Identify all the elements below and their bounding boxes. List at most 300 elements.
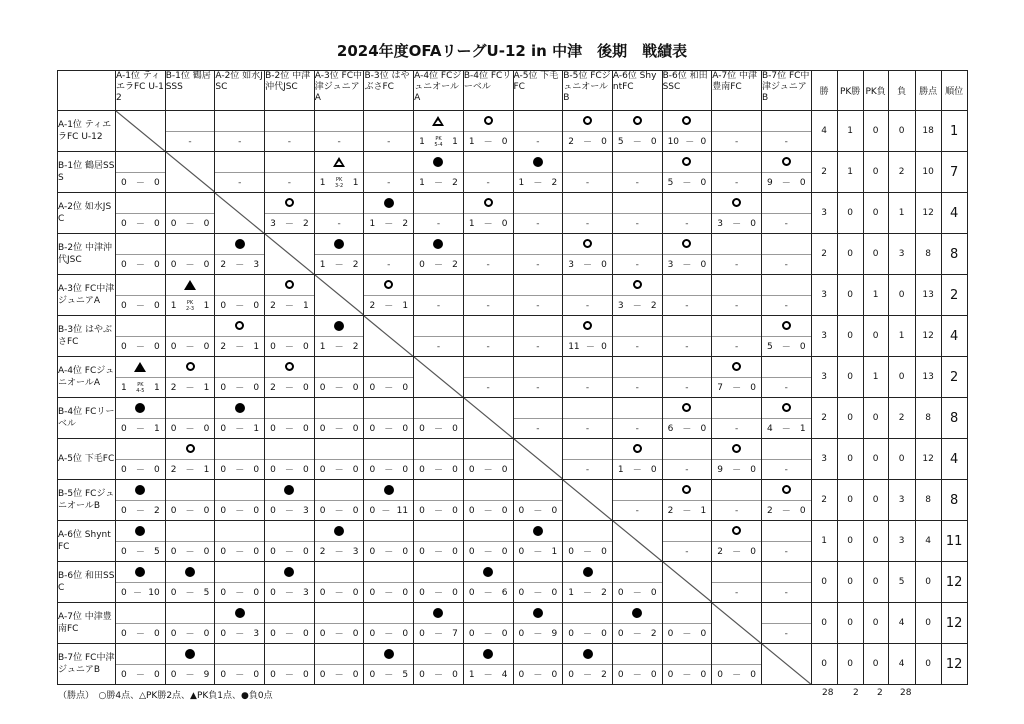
score <box>663 254 712 274</box>
no-match-dash: - <box>784 587 788 598</box>
stat-rank: 11 <box>941 521 967 562</box>
loss-filled-circle-icon <box>583 567 593 577</box>
win-circle-icon <box>186 444 195 453</box>
column-header-team: A-1位 ティエラFC U-12 <box>116 71 166 111</box>
no-match-dash: - <box>486 341 490 352</box>
home-score: 0 <box>220 587 227 598</box>
score-separator: － <box>235 302 245 312</box>
score <box>464 541 513 561</box>
result-symbol <box>414 521 463 540</box>
score <box>712 213 761 233</box>
match-cell <box>364 562 414 603</box>
away-score: 1 <box>203 300 210 311</box>
result-symbol <box>166 603 215 622</box>
win-circle-icon <box>583 116 592 125</box>
match-cell <box>215 521 265 562</box>
away-score: 2 <box>650 300 657 311</box>
result-symbol <box>712 480 761 499</box>
score-separator: － <box>433 261 443 271</box>
away-score: 6 <box>501 587 508 598</box>
score <box>464 500 513 520</box>
no-match-dash: - <box>635 505 639 516</box>
stat-pts: 12 <box>915 193 941 234</box>
home-score: 3 <box>717 218 723 229</box>
result-symbol <box>663 357 712 376</box>
home-score: 0 <box>270 587 276 598</box>
win-circle-icon <box>782 157 791 166</box>
home-score: 0 <box>170 669 177 680</box>
away-score: 3 <box>253 628 260 639</box>
home-score: 0 <box>369 505 376 516</box>
total-wins: 28 <box>822 688 834 698</box>
home-score: 0 <box>270 505 276 516</box>
match-cell <box>414 439 464 480</box>
match-cell <box>612 562 662 603</box>
score <box>116 623 165 643</box>
result-symbol <box>762 357 811 376</box>
match-cell <box>662 439 712 480</box>
stat-rank: 4 <box>941 316 967 357</box>
score-separator: － <box>433 179 443 189</box>
no-match-dash: - <box>436 341 441 352</box>
match-cell <box>165 234 215 275</box>
score <box>166 295 215 315</box>
away-score: 0 <box>601 341 607 352</box>
row-team-name: A-2位 如水JSC <box>58 193 116 234</box>
result-symbol <box>762 562 811 581</box>
home-score: 0 <box>270 464 276 475</box>
diagonal-line-icon <box>364 316 413 356</box>
away-score: 0 <box>452 423 458 434</box>
win-circle-icon <box>186 362 195 371</box>
match-cell <box>662 234 712 275</box>
match-cell <box>463 316 513 357</box>
result-symbol <box>364 480 413 499</box>
away-score: 0 <box>303 669 309 680</box>
score <box>663 377 712 397</box>
result-symbol <box>215 439 264 458</box>
no-match-dash: - <box>734 505 739 516</box>
table-row <box>58 521 968 562</box>
pk-result <box>434 136 442 148</box>
match-cell <box>215 603 265 644</box>
row-team-name: A-3位 FC中津ジュニアA <box>58 275 116 316</box>
result-symbol <box>464 439 513 458</box>
away-score: 0 <box>750 669 756 680</box>
column-header-stat: 勝 <box>811 71 837 111</box>
no-match-dash: - <box>536 423 540 434</box>
away-score: 0 <box>352 464 359 475</box>
score-separator: － <box>632 138 642 148</box>
score <box>414 213 463 233</box>
stat-pkl: 0 <box>863 111 888 152</box>
win-circle-icon <box>235 321 244 330</box>
table-row <box>58 234 968 275</box>
stat-w: 4 <box>811 111 837 152</box>
result-symbol <box>762 152 811 171</box>
table-row <box>58 152 968 193</box>
score <box>762 623 811 643</box>
win-circle-icon <box>285 198 294 207</box>
column-header-team: B-4位 FCリーベル <box>463 71 513 111</box>
score <box>265 213 314 233</box>
result-symbol <box>762 193 811 212</box>
loss-filled-circle-icon <box>533 157 543 167</box>
loss-filled-circle-icon <box>284 567 294 577</box>
match-cell <box>314 521 364 562</box>
score <box>265 172 314 192</box>
result-symbol <box>265 275 314 294</box>
total-losses: 28 <box>900 688 912 698</box>
score-separator: － <box>135 507 145 517</box>
away-score: 2 <box>452 177 458 188</box>
home-score: 0 <box>419 423 425 434</box>
stat-pts: 0 <box>915 644 941 685</box>
result-symbol <box>315 439 364 458</box>
match-cell <box>215 316 265 357</box>
away-score: 0 <box>402 464 409 475</box>
away-score: 0 <box>303 382 309 393</box>
home-score: 1 <box>518 177 525 188</box>
result-symbol <box>712 111 761 130</box>
match-cell <box>662 357 712 398</box>
no-match-dash: - <box>387 136 391 147</box>
pk-label: PK <box>137 381 144 388</box>
loss-filled-circle-icon <box>433 157 443 167</box>
match-cell <box>563 644 613 685</box>
result-symbol <box>265 644 314 663</box>
score <box>414 254 463 274</box>
pk-score: 2-3 <box>185 305 195 312</box>
home-score: 0 <box>319 382 326 393</box>
match-cell <box>513 316 563 357</box>
score <box>663 336 712 356</box>
score-separator: － <box>433 671 443 681</box>
no-match-dash: - <box>287 136 292 147</box>
home-score: 9 <box>717 464 723 475</box>
result-symbol <box>613 357 662 376</box>
score <box>712 254 761 274</box>
away-score: 5 <box>153 546 160 557</box>
score-separator: － <box>334 384 344 394</box>
home-score: 0 <box>667 669 674 680</box>
score-separator: － <box>135 179 145 189</box>
result-symbol <box>215 275 264 294</box>
stat-pkl: 0 <box>863 521 888 562</box>
score <box>166 541 215 561</box>
score <box>364 295 413 315</box>
result-symbol <box>315 603 364 622</box>
score-separator: － <box>284 466 294 476</box>
score <box>613 172 662 192</box>
score <box>166 418 215 438</box>
home-score: 1 <box>419 177 425 188</box>
match-cell <box>116 152 166 193</box>
loss-filled-circle-icon <box>483 567 493 577</box>
loss-filled-circle-icon <box>483 649 493 659</box>
match-cell <box>513 193 563 234</box>
score-separator: － <box>384 589 394 599</box>
score-separator: － <box>185 507 195 517</box>
match-cell <box>513 275 563 316</box>
score <box>762 295 811 315</box>
home-score: 0 <box>419 628 425 639</box>
match-cell <box>116 316 166 357</box>
loss-filled-circle-icon <box>533 526 543 536</box>
diagonal-line-icon <box>215 193 264 233</box>
result-symbol <box>315 521 364 540</box>
home-score: 0 <box>419 546 425 557</box>
score <box>116 254 165 274</box>
score <box>215 500 264 520</box>
score <box>464 377 513 397</box>
score-separator: － <box>533 630 543 640</box>
column-header-team: A-7位 中津豊南FC <box>712 71 762 111</box>
match-cell <box>463 111 513 152</box>
result-symbol <box>514 111 563 130</box>
table-row <box>58 603 968 644</box>
score-separator: － <box>781 343 791 353</box>
home-score: 3 <box>667 259 674 270</box>
score <box>166 254 215 274</box>
row-team-name: A-7位 中津豊南FC <box>58 603 116 644</box>
match-cell <box>215 111 265 152</box>
match-cell <box>712 398 762 439</box>
row-team-name: B-1位 鶴居SSS <box>58 152 116 193</box>
score <box>762 131 811 151</box>
away-score: 0 <box>253 587 260 598</box>
score-separator: － <box>533 589 543 599</box>
score-separator: － <box>384 671 394 681</box>
no-match-dash: - <box>585 423 590 434</box>
away-score: 0 <box>799 505 806 516</box>
score-separator: － <box>483 507 493 517</box>
score-separator: － <box>284 425 294 435</box>
stat-pts: 0 <box>915 603 941 644</box>
home-score: 11 <box>568 341 580 352</box>
no-match-dash: - <box>734 587 739 598</box>
score-separator: － <box>235 466 245 476</box>
result-symbol <box>215 644 264 663</box>
result-symbol <box>315 111 364 130</box>
result-symbol <box>563 152 612 171</box>
score <box>464 336 513 356</box>
pk-loss-filled-triangle-icon <box>184 280 196 290</box>
score <box>116 295 165 315</box>
match-cell <box>265 111 315 152</box>
match-cell <box>563 562 613 603</box>
score <box>514 377 563 397</box>
match-cell <box>265 152 315 193</box>
no-match-dash: - <box>784 546 788 557</box>
result-symbol <box>563 562 612 581</box>
score <box>116 336 165 356</box>
diagonal-line-icon <box>663 562 712 602</box>
result-symbol <box>215 234 264 253</box>
away-score: 3 <box>352 546 359 557</box>
away-score: 0 <box>203 218 210 229</box>
match-cell <box>314 603 364 644</box>
away-score: 0 <box>501 218 508 229</box>
loss-filled-circle-icon <box>235 403 245 413</box>
match-cell <box>414 480 464 521</box>
stat-pkw: 1 <box>837 111 863 152</box>
score <box>464 664 513 684</box>
no-match-dash: - <box>685 546 689 557</box>
match-cell <box>414 111 464 152</box>
score <box>514 295 563 315</box>
score-separator: － <box>632 302 642 312</box>
away-score: 0 <box>700 259 707 270</box>
match-cell <box>364 193 414 234</box>
match-cell <box>612 439 662 480</box>
no-match-dash: - <box>486 177 490 188</box>
win-circle-icon <box>732 198 741 207</box>
result-symbol <box>364 521 413 540</box>
match-cell <box>662 521 712 562</box>
result-symbol <box>315 480 364 499</box>
home-score: 7 <box>717 382 723 393</box>
score <box>712 172 761 192</box>
home-score: 0 <box>121 300 127 311</box>
home-score: 1 <box>568 587 574 598</box>
away-score: 2 <box>352 341 359 352</box>
no-match-dash: - <box>536 300 540 311</box>
result-symbol <box>315 152 364 171</box>
stat-rank: 1 <box>941 111 967 152</box>
stat-l: 3 <box>888 234 915 275</box>
score <box>563 541 612 561</box>
score <box>414 541 463 561</box>
match-cell <box>463 275 513 316</box>
score-separator: － <box>632 466 642 476</box>
win-circle-icon <box>484 198 493 207</box>
stat-rank: 8 <box>941 480 967 521</box>
home-score: 0 <box>319 505 326 516</box>
score <box>315 541 364 561</box>
result-symbol <box>563 193 612 212</box>
column-header-stat: 勝点 <box>915 71 941 111</box>
no-match-dash: - <box>685 218 689 229</box>
home-score: 6 <box>667 423 674 434</box>
match-cell <box>662 152 712 193</box>
result-symbol <box>563 316 612 335</box>
score <box>563 131 612 151</box>
score <box>613 623 662 643</box>
score-separator: － <box>433 425 443 435</box>
home-score: 0 <box>568 546 574 557</box>
home-score: 0 <box>170 628 177 639</box>
score-separator: － <box>235 548 245 558</box>
score <box>762 254 811 274</box>
score-separator: － <box>334 548 344 558</box>
score <box>663 664 712 684</box>
home-score: 0 <box>369 464 376 475</box>
away-score: 0 <box>303 464 309 475</box>
result-symbol <box>663 316 712 335</box>
loss-filled-circle-icon <box>185 649 195 659</box>
table-row <box>58 562 968 603</box>
result-symbol <box>116 398 165 417</box>
result-symbol <box>613 111 662 130</box>
stat-w: 3 <box>811 439 837 480</box>
home-score: 5 <box>766 341 773 352</box>
win-circle-icon <box>782 485 791 494</box>
score-separator: － <box>284 671 294 681</box>
away-score: 0 <box>700 669 707 680</box>
result-symbol <box>613 603 662 622</box>
score-separator: － <box>632 671 642 681</box>
result-symbol <box>464 562 513 581</box>
win-circle-icon <box>384 280 393 289</box>
away-score: 0 <box>650 464 657 475</box>
home-score: 9 <box>766 177 773 188</box>
home-score: 0 <box>121 587 127 598</box>
home-score: 0 <box>121 669 127 680</box>
away-score: 7 <box>452 628 458 639</box>
home-score: 0 <box>518 505 525 516</box>
diagonal-line-icon <box>712 603 761 643</box>
match-cell <box>712 275 762 316</box>
score <box>414 582 463 602</box>
diagonal-cell <box>761 644 811 685</box>
result-symbol <box>563 644 612 663</box>
result-symbol <box>116 603 165 622</box>
away-score: 0 <box>253 669 260 680</box>
table-row <box>58 439 968 480</box>
home-score: 0 <box>270 341 276 352</box>
result-symbol <box>215 152 264 171</box>
result-symbol <box>265 152 314 171</box>
diagonal-line-icon <box>414 357 463 397</box>
score <box>166 623 215 643</box>
score-separator: － <box>483 138 493 148</box>
stat-l: 3 <box>888 521 915 562</box>
no-match-dash: - <box>784 218 788 229</box>
stat-pkl: 0 <box>863 562 888 603</box>
score <box>116 541 165 561</box>
away-score: 0 <box>253 546 260 557</box>
row-team-name: B-2位 中津沖代JSC <box>58 234 116 275</box>
score-separator: － <box>483 548 493 558</box>
score <box>663 418 712 438</box>
stat-rank: 12 <box>941 562 967 603</box>
stat-pkl: 0 <box>863 603 888 644</box>
row-team-name: B-4位 FCリーベル <box>58 398 116 439</box>
match-cell <box>513 644 563 685</box>
home-score: 3 <box>568 259 574 270</box>
loss-filled-circle-icon <box>284 485 294 495</box>
loss-filled-circle-icon <box>334 239 344 249</box>
result-symbol <box>166 316 215 335</box>
table-row <box>58 111 968 152</box>
home-score: 0 <box>220 505 227 516</box>
home-score: 2 <box>667 505 674 516</box>
score <box>116 459 165 479</box>
score <box>464 213 513 233</box>
score-separator: － <box>334 261 344 271</box>
match-cell <box>165 644 215 685</box>
total-pk-wins: 2 <box>853 688 859 698</box>
result-symbol <box>762 398 811 417</box>
away-score: 0 <box>253 300 260 311</box>
result-symbol <box>762 316 811 335</box>
home-score: 0 <box>220 300 227 311</box>
score <box>215 254 264 274</box>
away-score: 0 <box>700 423 707 434</box>
away-score: 0 <box>501 505 508 516</box>
match-cell <box>165 603 215 644</box>
